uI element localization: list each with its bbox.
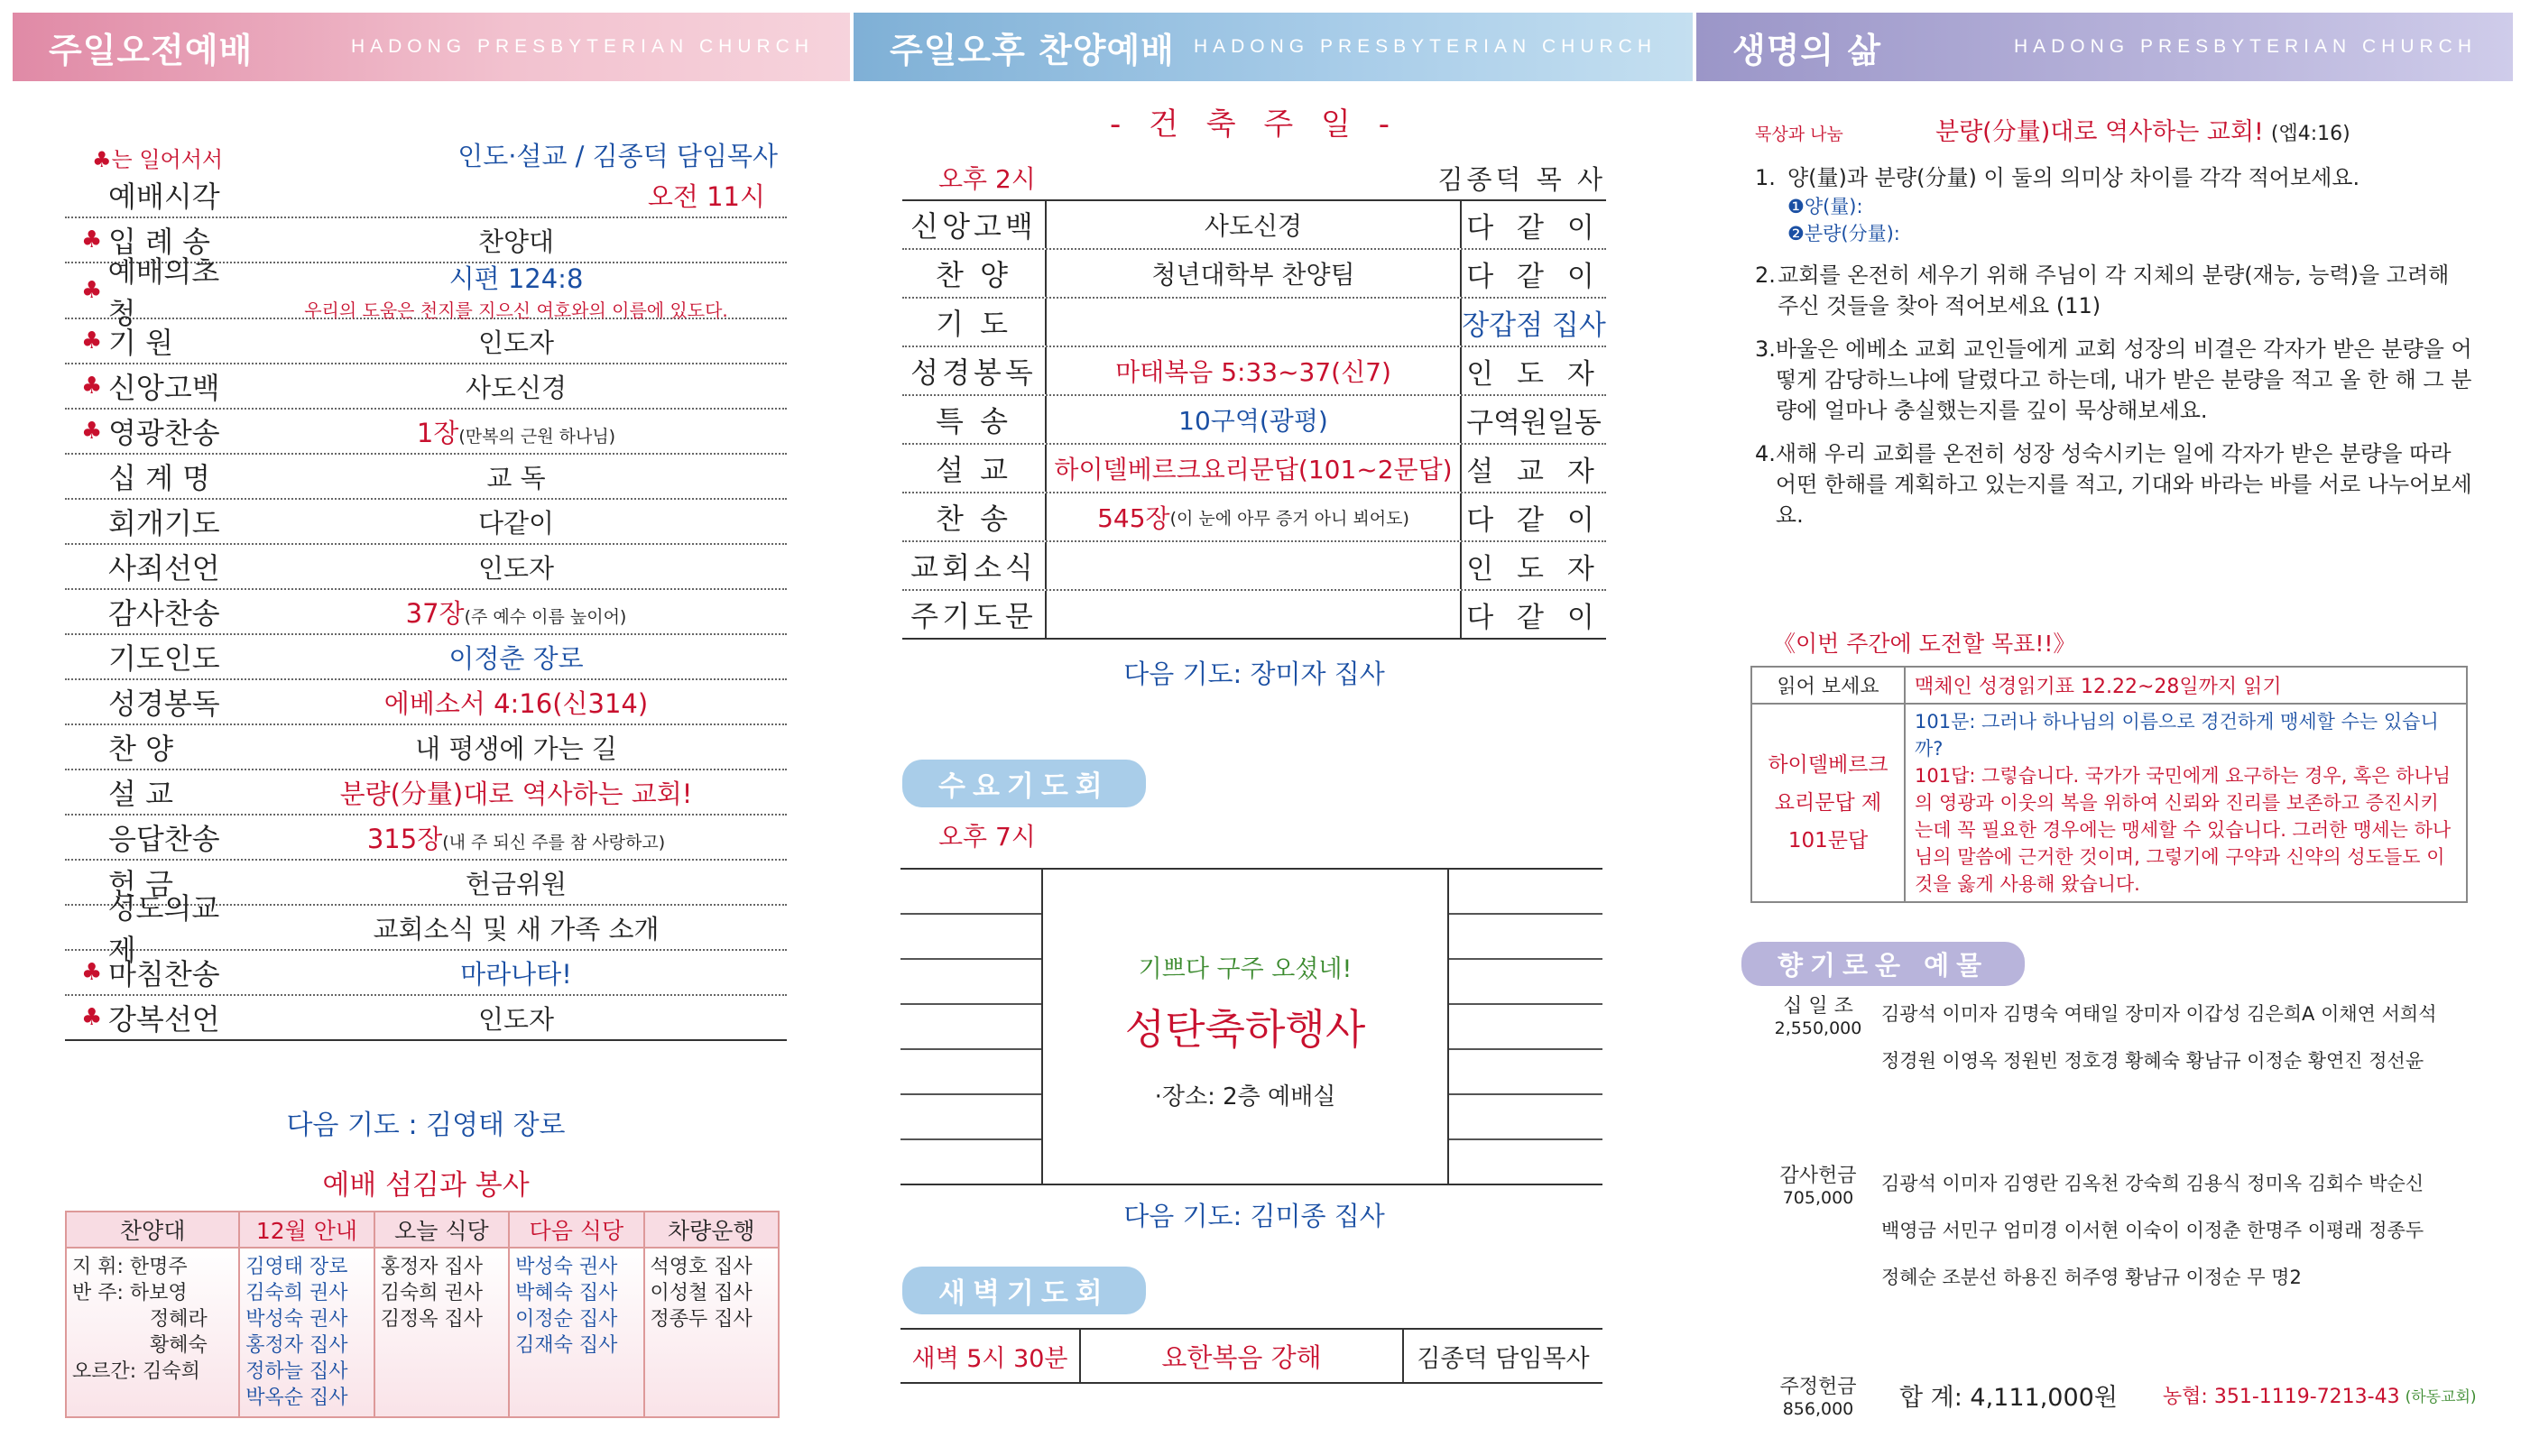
order-label-text: 마침찬송: [108, 957, 220, 991]
order-value-text: 내 평생에 가는 길: [415, 733, 617, 764]
order-label: [65, 636, 245, 677]
offering-names: 정경원 이영옥 정원빈 정호경 황혜숙 황남규 이정순 황연진 정선윤: [1881, 1050, 2424, 1072]
order-label-text: 성도의교제: [107, 891, 220, 967]
afternoon-label: 주기도문: [902, 591, 1047, 638]
duty-column: [509, 1248, 643, 1417]
afternoon-mid: [1047, 396, 1462, 443]
goal-title: 《이번 주간에 도전할 목표!!》: [1773, 631, 2076, 657]
duty-name: 반 주: 하보영: [72, 1282, 188, 1304]
band-life: [1696, 13, 2513, 81]
afternoon-leader: 김종덕 목 사: [1437, 163, 1606, 195]
afternoon-label: 찬 송: [902, 493, 1047, 540]
order-row: [65, 364, 787, 410]
order-label-text: 찬 양: [108, 732, 173, 766]
event-title: 성탄축하행사: [1124, 1005, 1366, 1054]
order-row: [65, 680, 787, 725]
order-row: [65, 410, 787, 455]
band-subtitle: HADONG PRESBYTERIAN CHURCH: [350, 36, 814, 57]
afternoon-mid: [1047, 250, 1462, 297]
weekly-label: 주정헌금: [1779, 1376, 1857, 1398]
catechism-label: 하이델베르크 요리문답 제101문답: [1751, 704, 1905, 902]
offering-title: 향기로운 예물: [1741, 942, 2025, 986]
duty-name: 김숙희 권사: [245, 1282, 348, 1304]
order-value: [245, 864, 787, 901]
order-row: [65, 500, 787, 545]
meditation-label: 묵상과 나눔: [1755, 124, 1843, 144]
afternoon-label: 교회소식: [902, 542, 1047, 589]
meditation-theme: 분량(分量)대로 역사하는 교회!: [1935, 118, 2264, 146]
afternoon-next-prayer: 다음 기도: 장미자 집사: [1123, 659, 1385, 689]
question-2: 교회를 온전히 세우기 위해 주님이 각 지체의 분량(재능, 능력)을 고려해 주신 것들을 찾아 적어보세요 (11): [1778, 263, 2450, 318]
order-value-text: 교 독: [486, 462, 546, 493]
duty-name: 지 휘: 한명주: [72, 1256, 188, 1278]
afternoon-label: 설 교: [902, 445, 1047, 492]
order-value: [245, 368, 787, 405]
duty-name: 박성숙 권사: [515, 1256, 618, 1278]
dawn-topic: 요한복음 강해: [1081, 1330, 1404, 1382]
order-value-text: 다같이: [477, 507, 555, 539]
band-title: 주일오후 찬양예배: [890, 30, 1175, 70]
duty-name: 김재숙 집사: [515, 1334, 618, 1357]
stand-note: ♣는 일어서서: [92, 147, 224, 172]
afternoon-label: 신앙고백: [902, 201, 1047, 248]
order-value-text: 인도자: [477, 552, 555, 584]
afternoon-mid-text: 10구역(광평): [1178, 406, 1328, 436]
order-value-text: 오전 11시: [647, 180, 765, 212]
order-label-text: 감사찬송: [108, 596, 220, 631]
order-label-text: 십 계 명: [108, 461, 211, 495]
order-label: [65, 726, 245, 768]
order-rows: [65, 173, 787, 1041]
wed-title: 수요기도회: [902, 760, 1146, 807]
duty-name: 김정옥 집사: [380, 1308, 483, 1331]
band-subtitle: HADONG PRESBYTERIAN CHURCH: [1193, 36, 1657, 57]
duty-header-row: [66, 1212, 779, 1248]
thanks-block: [1755, 1160, 2495, 1301]
next-prayer: 다음 기도 : 김영태 장로: [286, 1110, 566, 1141]
order-label-text: 응답찬송: [108, 822, 220, 856]
duty-header: 찬양대: [66, 1212, 239, 1248]
order-value-text: 이정춘 장로: [448, 642, 584, 674]
order-value-text: 찬양대: [477, 226, 555, 257]
question-4: 새해 우리 교회를 온전히 성장 성숙시키는 일에 각자가 받은 분량을 따라 어떤 한해를 계획하고 있는지를 적고, 기대와 바라는 바를 서로 나누어보세요.: [1775, 441, 2472, 528]
order-label-text: 성경봉독: [108, 687, 220, 721]
club-icon: ♣: [81, 226, 103, 253]
order-label-text: 강복선언: [108, 1002, 220, 1037]
duty-name: 오르간: 김숙희: [72, 1360, 200, 1383]
afternoon-mid: [1047, 299, 1462, 346]
afternoon-row: [902, 201, 1606, 250]
afternoon-row: [902, 250, 1606, 299]
afternoon-right: 다 같 이: [1466, 503, 1602, 537]
order-label: [65, 501, 245, 542]
wed-time: 오후 7시: [938, 822, 1036, 852]
order-label: [65, 952, 245, 993]
afternoon-row: [902, 542, 1606, 591]
order-label-text: 설 교: [108, 777, 173, 811]
duty-name: 김숙희 권사: [380, 1282, 483, 1304]
afternoon-row: [902, 445, 1606, 493]
duty-column: [644, 1248, 779, 1417]
order-value: [245, 1000, 787, 1037]
duty-header: 다음 식당: [509, 1212, 643, 1248]
order-label: [65, 816, 245, 858]
order-value-text: 시편 124:8: [448, 263, 584, 294]
wed-next-prayer: 다음 기도: 김미종 집사: [1123, 1201, 1385, 1231]
band-morning: [13, 13, 850, 81]
afternoon-label: 찬 양: [902, 250, 1047, 297]
order-label-text: 헌 금: [108, 867, 173, 901]
order-label: [65, 591, 245, 632]
tithe-block: [1755, 991, 2495, 1084]
order-label-text: 신앙고백: [108, 371, 220, 405]
order-row: [65, 545, 787, 590]
afternoon-mid-text: 545장: [1097, 503, 1170, 533]
duty-name: 이정순 집사: [515, 1308, 618, 1331]
duty-name: 홍정자 집사: [380, 1256, 483, 1278]
afternoon-row: [902, 493, 1606, 542]
weekly-block: [1755, 1371, 2495, 1419]
order-label: [65, 320, 245, 362]
order-value: [245, 503, 787, 540]
order-label: [65, 174, 245, 216]
goal-table: [1750, 666, 2468, 903]
service-title: 예배 섬김과 봉사: [322, 1169, 530, 1202]
bank-account-note: (하동교회): [2405, 1388, 2477, 1406]
order-label: [65, 546, 245, 587]
club-icon: ♣: [81, 327, 103, 355]
morning-next-wrap: [65, 1102, 787, 1141]
duty-body-row: [66, 1248, 779, 1417]
afternoon-mid-text: 사도신경: [1204, 211, 1303, 241]
duty-name: 박옥순 집사: [245, 1387, 348, 1409]
club-icon: ♣: [81, 418, 103, 445]
read-text: 맥체인 성경읽기표 12.22~28일까지 읽기: [1905, 667, 2467, 704]
duty-column: [374, 1248, 509, 1417]
morning-order: [65, 126, 787, 1041]
weekly-amount: 856,000: [1782, 1399, 1854, 1419]
afternoon-mid-text: 하이델베르크요리문답(101~2문답): [1054, 455, 1453, 484]
afternoon-mid: [1047, 493, 1462, 540]
afternoon-right: 인 도 자: [1466, 552, 1602, 585]
event-box: [900, 868, 1602, 1185]
afternoon-label: 특 송: [902, 396, 1047, 443]
duty-name: 박성숙 권사: [245, 1308, 348, 1331]
order-value-text: 315장: [366, 823, 443, 854]
order-value: [245, 639, 787, 676]
afternoon-mid-note: (이 눈에 아무 증거 아니 뵈어도): [1169, 508, 1409, 529]
order-value-text: 인도자: [477, 1003, 555, 1035]
duty-table: [65, 1211, 780, 1418]
afternoon-right: 다 같 이: [1466, 601, 1602, 634]
order-value-text: 1장: [416, 417, 459, 448]
tithe-amount: 2,550,000: [1774, 1018, 1862, 1038]
order-value-text: 분량(分量)대로 역사하는 교회!: [339, 778, 693, 809]
order-row: [65, 455, 787, 500]
order-value-text: 마라나타!: [460, 958, 572, 990]
order-value-note: (만복의 근원 하나님): [458, 426, 616, 447]
read-label: 읽어 보세요: [1751, 667, 1905, 704]
order-row: [65, 725, 787, 770]
order-value-text: 인도자: [477, 327, 555, 358]
order-label-text: 회개기도: [108, 506, 220, 540]
duty-column: [239, 1248, 374, 1417]
order-label-text: 기도인도: [108, 641, 220, 676]
order-value: [245, 177, 787, 214]
afternoon-mid-text: 청년대학부 찬양팀: [1151, 260, 1355, 290]
dawn-title: 새벽기도회: [902, 1267, 1146, 1314]
order-value: [245, 684, 787, 721]
order-label-text: 입 례 송: [108, 225, 211, 259]
order-row: [65, 951, 787, 996]
order-value: [245, 548, 787, 585]
band-afternoon: [854, 13, 1693, 81]
order-value-note: (주 예수 이름 높이어): [464, 606, 627, 627]
order-label: [65, 997, 245, 1038]
order-label: [65, 681, 245, 723]
morning-header: [65, 126, 787, 173]
afternoon-right: 장갑점 집사: [1462, 309, 1606, 342]
afternoon-right: 설 교 자: [1466, 455, 1602, 488]
afternoon-mid: [1047, 445, 1462, 492]
order-value-text: 에베소서 4:16(신314): [383, 687, 649, 719]
afternoon-row: [902, 591, 1606, 640]
order-value: [245, 774, 787, 811]
order-value-sub: 우리의 도움은 천지를 지으신 여호와의 이름에 있도다.: [304, 299, 728, 321]
afternoon-row: [902, 396, 1606, 445]
band-title: 주일오전예배: [49, 30, 254, 70]
order-row: [65, 996, 787, 1041]
order-label-text: 예배시각: [108, 180, 220, 214]
afternoon-right: 인 도 자: [1466, 357, 1602, 391]
answer-1a: ❶양(量):: [1787, 196, 1863, 217]
order-row: [65, 319, 787, 364]
order-row: [65, 891, 787, 967]
order-value: [245, 819, 787, 856]
order-value-text: 37장: [405, 597, 465, 629]
afternoon-right: 다 같 이: [1466, 260, 1602, 293]
catechism-question: 101문: 그러나 하나님의 이름으로 경건하게 맹세할 수는 있습니까?: [1915, 711, 2439, 760]
duty-name: 정종두 집사: [650, 1308, 753, 1331]
order-row: [65, 635, 787, 680]
order-label-text: 사죄선언: [108, 551, 220, 585]
duty-name: 김영태 장로: [245, 1256, 348, 1278]
afternoon-mid: [1047, 591, 1462, 638]
duty-header: 오늘 식당: [374, 1212, 509, 1248]
question-1: 양(量)과 분량(分量) 이 둘의 의미상 차이를 각각 적어보세요.: [1787, 165, 2360, 190]
order-row: [65, 770, 787, 816]
duty-column: [66, 1248, 239, 1417]
duty-name: 정혜라: [150, 1308, 208, 1331]
dawn-time: 새벽 5시 30분: [900, 1330, 1081, 1382]
order-value-note: (내 주 되신 주를 참 사랑하고): [442, 832, 666, 852]
afternoon-mid: [1047, 542, 1462, 589]
afternoon-mid: [1047, 347, 1462, 394]
order-value: [245, 413, 787, 450]
order-label: [65, 410, 245, 452]
event-subtitle: 기쁘다 구주 오셨네!: [1138, 955, 1353, 983]
afternoon-rows: [902, 201, 1606, 640]
order-value: [245, 954, 787, 991]
event-place: ·장소: 2층 예배실: [1154, 1083, 1336, 1110]
thanks-label: 감사헌금: [1779, 1165, 1857, 1187]
order-row: [65, 254, 787, 330]
club-icon: ♣: [81, 277, 103, 304]
duty-name: 박혜숙 집사: [515, 1282, 618, 1304]
afternoon-row: [902, 347, 1606, 396]
duty-name: 이성철 집사: [650, 1282, 753, 1304]
dawn-leader: 김종덕 담임목사: [1417, 1344, 1590, 1373]
order-row: [65, 173, 787, 218]
afternoon-row: [902, 299, 1606, 347]
afternoon-right: 다 같 이: [1466, 211, 1602, 244]
order-label: [65, 365, 245, 407]
dawn-row: [900, 1328, 1602, 1384]
order-value: [245, 458, 787, 495]
afternoon-mid-text: 마태복음 5:33~37(신7): [1115, 357, 1391, 387]
band-title: 생명의 삶: [1732, 30, 1882, 70]
offering-total: 합 계: 4,111,000원: [1899, 1384, 2118, 1412]
order-value: [245, 259, 787, 322]
club-icon: ♣: [81, 373, 103, 400]
afternoon-label: 기 도: [902, 299, 1047, 346]
order-row: [65, 816, 787, 861]
afternoon-right: 구역원일동: [1466, 406, 1602, 439]
duty-header: 12월 안내: [239, 1212, 374, 1248]
club-icon: ♣: [81, 1004, 103, 1031]
catechism-answer: 101답: 그렇습니다. 국가가 국민에게 요구하는 경우, 혹은 하나님의 영광과 이웃의 복을 위하여 신뢰와 진리를 보존하고 증진시키는데 꼭 필요한 경우에는 맹세할 수 있습니다. 그러한 맹세는 하나님의 말씀에 근거한 것이며, 그렇기에 구약과 신약의 성도들도 이것을 옳게 사용해 왔습니다.: [1915, 765, 2452, 895]
band-subtitle: HADONG PRESBYTERIAN CHURCH: [2013, 36, 2477, 57]
club-icon: ♣: [81, 959, 103, 986]
afternoon-mid: [1047, 201, 1462, 248]
order-label: [65, 771, 245, 813]
order-value: [245, 909, 787, 946]
afternoon-order: [902, 99, 1606, 691]
question-3: 바울은 에베소 교회 교인들에게 교회 성장의 비결은 각자가 받은 분량을 어떻게 감당하느냐에 달렸다고 하는데, 내가 받은 분량을 적고 올 한 해 그 분량에 얼마나 충실했는지를 깊이 묵상해보세요.: [1775, 336, 2472, 423]
thanks-amount: 705,000: [1782, 1188, 1854, 1208]
order-value: [245, 594, 787, 631]
order-label-text: 기 원: [108, 326, 173, 360]
order-value-text: 교회소식 및 새 가족 소개: [373, 913, 660, 945]
offering-names: 김광석 이미자 김명숙 여태일 장미자 이갑성 김은희A 이채연 서희석: [1881, 1003, 2437, 1025]
duty-name: 황혜숙: [150, 1334, 208, 1357]
order-row: [65, 590, 787, 635]
order-label: [65, 456, 245, 497]
offering-names: 김광석 이미자 김영란 김옥천 강숙희 김용식 정미옥 김회수 박순신: [1881, 1173, 2424, 1194]
duty-name: 석영호 집사: [650, 1256, 753, 1278]
order-value: [245, 323, 787, 360]
order-value: [245, 222, 787, 259]
duty-name: 홍정자 집사: [245, 1334, 348, 1357]
afternoon-time: 오후 2시: [938, 164, 1036, 194]
bank-account: 농협: 351-1119-7213-43: [2162, 1386, 2400, 1408]
order-label-text: 영광찬송: [108, 416, 220, 450]
meditation: 묵상과 나눔 분량(分量)대로 역사하는 교회! (엡4:16) 1. 양(量)과 분량(分量) 이 둘의 의미상 차이를 각각 적어보세요. ❶양(量): ❷분량(分量): 2. 교회를 온전히 세우기 위해 주님이 각 지체의 분량(재능, 능력)을 고려해 주신 것들을 찾아 적어보세요 (11) 3. 바울은 에베소 교회 교인들에게 교회 성장의 비결은 각자가 받은 분량을 어떻게 감당하느냐에 달렸다고 하는데, 내가 받은 분량을 적고 올 한 해 그 분량에 얼마나 충실했는지를 깊이 묵상해보세요. 4. 새해 우리 교회를 온전히 성장 성숙시키는 일에 각자가 받은 분량을 따라 어떤 한해를 계획하고 있는지를 적고, 기대와 바라는 바를 서로 나누어보세요.: [1755, 117, 2477, 530]
order-value-text: 헌금위원: [465, 868, 568, 899]
afternoon-label: 성경봉독: [902, 347, 1047, 394]
order-value-text: 사도신경: [465, 372, 568, 403]
duty-header: 차량운행: [644, 1212, 779, 1248]
answer-1b: ❷분량(分量):: [1787, 223, 1900, 244]
offering-names: 백영금 서민구 엄미경 이서현 이숙이 이정춘 한명주 이평래 정종두: [1881, 1220, 2424, 1241]
order-value: [245, 729, 787, 766]
tithe-label: 십 일 조: [1783, 995, 1853, 1018]
leader: 인도·설교 / 김종덕 담임목사: [457, 141, 778, 171]
order-label-text: 예배의초청: [107, 254, 220, 330]
afternoon-title: - 건 축 주 일 -: [1110, 106, 1399, 143]
duty-name: 정하늘 집사: [245, 1360, 348, 1383]
offering-names: 정혜순 조분선 하용진 허주영 황남규 이정순 무 명2: [1881, 1267, 2302, 1288]
meditation-ref: (엡4:16): [2270, 123, 2350, 145]
